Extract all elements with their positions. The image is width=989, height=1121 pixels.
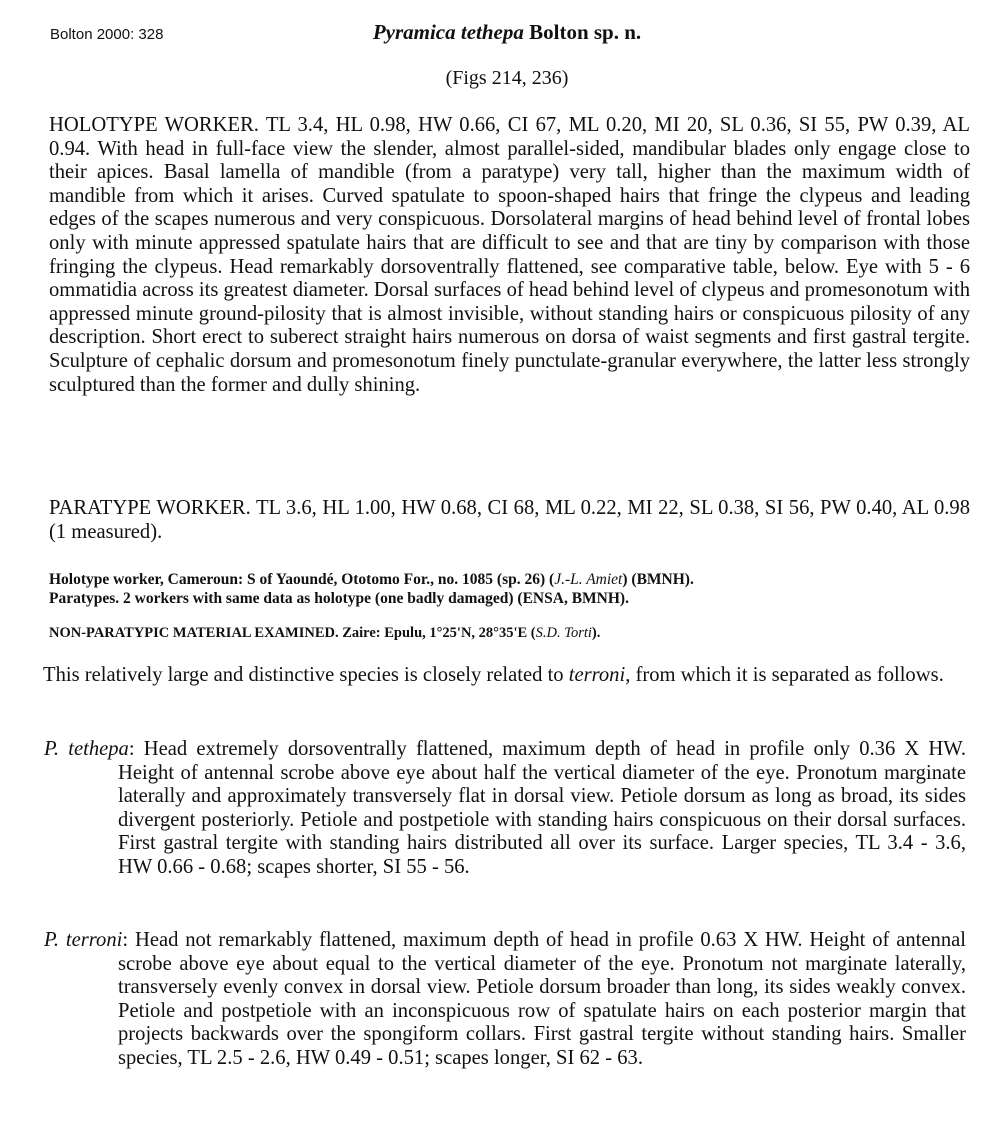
paratype-description: PARATYPE WORKER. TL 3.6, HL 1.00, HW 0.68, CI 68, ML 0.22, MI 22, SL 0.38, SI 56, PW 0.40, AL 0.98 (1 measured).	[49, 497, 970, 543]
compared-species: terroni	[568, 664, 626, 686]
holotype-description: HOLOTYPE WORKER. TL 3.4, HL 0.98, HW 0.66, CI 67, ML 0.20, MI 20, SL 0.36, SI 55, PW 0.39, AL 0.94. With head in full-face view the slender, almost parallel-sided, mandibular blades only engage close to their apices. Basal lamella of mandible (from a paratype) very tall, higher than the maximum width of mandible from which it arises. Curved spatulate to spoon-shaped hairs that fringe the clypeus and leading edges of the scapes numerous and very conspicuous. Dorsolateral margins of head behind level of frontal lobes only with minute appressed spatulate hairs that are difficult to see and that are tiny by comparison with those fringing the clypeus. Head remarkably dorsoventrally flattened, see comparative table, below. Eye with 5 - 6 ommatidia across its greatest diameter. Dorsal surfaces of head behind level of clypeus and promesonotum with appressed minute ground-pilosity that is almost invisible, without standing hairs or conspicuous pilosity of any description. Short erect to suberect straight hairs numerous on dorsa of waist segments and first gastral tergite. Sculpture of cephalic dorsum and promesonotum finely punctulate-granular everywhere, the latter less strongly sculptured than the former and dully shining.	[49, 114, 970, 396]
non-paratypic-material: NON-PARATYPIC MATERIAL EXAMINED. Zaire: Epulu, 1°25'N, 28°35'E (S.D. Torti).	[49, 625, 601, 641]
key-entry-tethepa	[44, 738, 966, 880]
key-name-terroni: P. terroni	[44, 929, 123, 951]
type-material	[49, 570, 949, 608]
holotype-material-line: Holotype worker, Cameroun: S of Yaoundé, Ototomo For., no. 1085 (sp. 26) (J.-L. Amiet) (BMNH).	[49, 571, 694, 588]
non-paratypic-collector: S.D. Torti	[535, 625, 592, 641]
species-title	[0, 20, 989, 45]
key-text-terroni: : Head not remarkably flattened, maximum depth of head in profile 0.63 X HW. Height of antennal scrobe above eye about equal to the vertical diameter of the eye. Pronotum not marginate laterally, transversely evenly convex in dorsal view. Petiole dorsum broader than long, its sides weakly convex. Petiole and postpetiole with an inconspicuous row of spatulate hairs on each posterior margin that projects backwards over the spongiform collars. First gastral tergite without standing hairs. Smaller species, TL 2.5 - 2.6, HW 0.49 - 0.51; scapes longer, SI 62 - 63.	[118, 929, 966, 1069]
comparison-intro: This relatively large and distinctive species is closely related to terroni, from which it is separated as follows.	[43, 664, 944, 686]
citation: Bolton 2000: 328	[50, 26, 164, 43]
paratype-material-line: Paratypes. 2 workers with same data as holotype (one badly damaged) (ENSA, BMNH).	[49, 590, 629, 607]
key-entry-terroni	[44, 929, 966, 1071]
holotype-collector: J.-L. Amiet	[554, 571, 623, 588]
species-title-rest: Bolton sp. n.	[523, 20, 642, 44]
key-text-tethepa: : Head extremely dorsoventrally flattened, maximum depth of head in profile only 0.36 X HW. Height of antennal scrobe above eye about half the vertical diameter of the eye. Pronotum marginate laterally and approximately transversely flat in dorsal view. Petiole dorsum as long as broad, its sides divergent posteriorly. Petiole and postpetiole with standing hairs conspicuous on their dorsal surfaces. First gastral tergite with standing hairs distributed all over its surface. Larger species, TL 3.4 - 3.6, HW 0.66 - 0.68; scapes shorter, SI 55 - 56.	[118, 738, 966, 878]
figure-reference: (Figs 214, 236)	[445, 67, 569, 89]
species-title-taxon: Pyramica tethepa	[372, 20, 524, 44]
key-name-tethepa: P. tethepa	[44, 738, 129, 760]
